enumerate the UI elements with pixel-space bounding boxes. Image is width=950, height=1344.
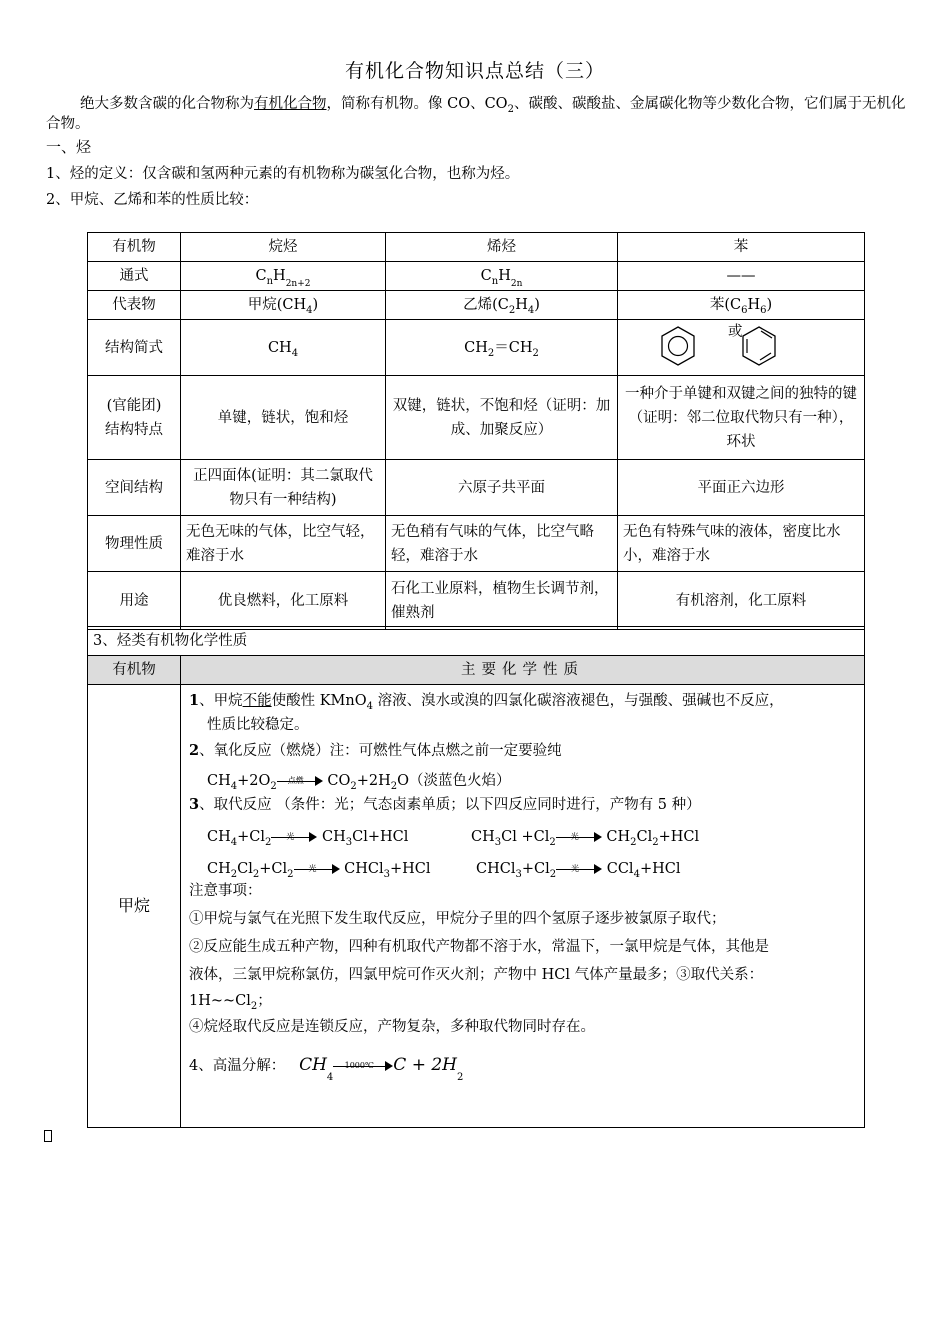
space-benzene: 平面正六边形 <box>618 460 865 516</box>
substitution-3 <box>207 857 431 881</box>
header-cell: 有机物 <box>88 233 181 262</box>
table-row <box>88 572 865 630</box>
prop-line-1 <box>189 689 784 713</box>
formula-sub: 2n <box>510 279 523 289</box>
text: 使酸性 KMnO <box>271 693 367 709</box>
t: CHCl <box>344 861 384 877</box>
space-alkane: 正四面体(证明：其二氯取代物只有一种结构) <box>181 460 386 516</box>
t: +2H <box>356 773 391 789</box>
note-4: ④烷烃取代反应是连锁反应，产物复杂，多种取代物同时存在。 <box>189 1019 595 1035</box>
combustion-equation <box>207 769 511 793</box>
sub: 4 <box>527 305 535 316</box>
text: H <box>515 297 528 313</box>
page-title: 有机化合物知识点总结（三） <box>344 60 605 82</box>
text: CH <box>267 339 292 356</box>
text: ) <box>534 297 540 313</box>
use-benzene: 有机溶剂，化工原料 <box>618 572 865 630</box>
t: CHCl <box>476 861 516 877</box>
header-cell: 有机物 <box>88 656 181 685</box>
reaction-arrow-icon <box>271 831 317 843</box>
s: 3 <box>494 837 502 848</box>
phys-benzene: 无色有特殊气味的液体，密度比水小，难溶于水 <box>618 516 865 572</box>
header-cell: 烷烃 <box>181 233 386 262</box>
t: CH <box>606 829 631 845</box>
s: 4 <box>326 1072 334 1083</box>
arrow-label: 光 <box>571 864 580 873</box>
t: 1H~~Cl <box>189 993 251 1009</box>
arrow-label: 光 <box>570 832 579 841</box>
note-2a: ②反应能生成五种产物，四种有机取代产物都不溶于水，常温下，一氯甲烷是气体，其他是 <box>189 939 769 955</box>
formula-alkene <box>386 262 618 291</box>
row-label: (官能团) 结构特点 <box>88 376 181 460</box>
row-label: 用途 <box>88 572 181 630</box>
s: 3 <box>383 869 390 880</box>
substitution-1 <box>207 825 408 849</box>
table-row <box>88 460 865 516</box>
struct-alkene <box>386 320 618 376</box>
use-alkene: 石化工业原料，植物生长调节剂，催熟剂 <box>386 572 618 630</box>
t: +Cl <box>521 861 550 877</box>
sub: 4 <box>366 701 373 712</box>
underlined-text: 不能 <box>242 693 272 709</box>
formula-benzene: —— <box>618 262 865 291</box>
prop-line-3 <box>189 793 701 817</box>
note-2c <box>189 989 272 1013</box>
func-benzene: 一种介于单键和双键之间的独特的键（证明：邻二位取代物只有一种），环状 <box>618 376 865 460</box>
s: 2 <box>230 869 238 880</box>
or-label: 或 <box>728 324 743 340</box>
decomposition-line <box>189 1053 464 1083</box>
table-row <box>88 656 865 685</box>
sub: 6 <box>760 305 767 316</box>
intro-sub: 2 <box>507 104 514 115</box>
s: 2 <box>270 781 277 792</box>
t: CCl <box>606 861 634 877</box>
t: CO <box>327 773 351 789</box>
t: +Cl <box>259 861 288 877</box>
formula-sub: n <box>266 276 274 287</box>
header-cell: 主要化学性质 <box>181 656 865 685</box>
rep-benzene <box>618 291 865 320</box>
table-row <box>88 320 865 376</box>
table-row <box>88 376 865 460</box>
t: CH <box>471 829 495 845</box>
note-2b: 液体，三氯甲烷称氯仿，四氯甲烷可作灭火剂；产物中 HCl 气体产量最多；③取代关系： <box>189 967 764 983</box>
t: Cl <box>636 829 653 845</box>
table-caption: 3、烃类有机物化学性质 <box>88 627 865 656</box>
arrow-label: 1000℃ <box>344 1061 374 1070</box>
num: 1 <box>189 692 200 709</box>
arrow-label: 光 <box>286 832 295 841</box>
formula-sub: n <box>491 276 499 287</box>
table-row <box>88 233 865 262</box>
text: ) <box>312 297 319 313</box>
s: 2 <box>250 1001 258 1012</box>
prop-line-1b: 性质比较稳定。 <box>207 717 309 733</box>
intro-text-2: ，简称有机物。像 CO、CO <box>326 96 508 112</box>
text: 甲烷(CH <box>247 297 307 313</box>
prop-line-2 <box>189 739 562 763</box>
t: CH <box>299 1055 327 1075</box>
sub: 6 <box>741 305 748 316</box>
row-label: 空间结构 <box>88 460 181 516</box>
sub: 4 <box>306 305 313 316</box>
comparison-table <box>87 232 865 630</box>
intro-text-1: 绝大多数含碳的化合物称为 <box>80 96 254 112</box>
t: +HCl <box>389 861 431 877</box>
formula-part: C <box>255 268 267 284</box>
properties-cell <box>181 685 865 1128</box>
text: 溶液、溴水或溴的四氯化碳溶液褪色，与强酸、强碱也不反应， <box>372 693 784 709</box>
t: CH <box>207 861 231 877</box>
text: CH <box>464 339 488 356</box>
intro-paragraph <box>46 94 908 134</box>
table-row <box>88 685 865 1128</box>
text: ＝CH <box>494 339 533 356</box>
t: O（淡蓝色火焰） <box>397 773 511 789</box>
use-alkane: 优良燃料，化工原料 <box>181 572 386 630</box>
reaction-arrow-icon <box>333 1060 393 1072</box>
t: CH <box>322 829 346 845</box>
intro-text-3: 、碳酸、碳酸盐、金属碳化物等少数化合物，它们属于无机化合物。 <box>46 96 906 132</box>
row-label: 甲烷 <box>88 685 181 1128</box>
struct-benzene <box>618 320 865 376</box>
formula-sub: 2n+2 <box>285 279 311 289</box>
s: 2 <box>630 837 637 848</box>
rep-alkene <box>386 291 618 320</box>
text-cursor-icon <box>44 1130 52 1142</box>
section-heading-1: 一、烃 <box>46 138 92 156</box>
t: Cl <box>237 861 253 877</box>
text: 、取代反应 （条件：光；气态卤素单质；以下四反应同时进行，产物有 5 种） <box>199 797 701 813</box>
t: CH <box>207 773 231 789</box>
t: CH <box>207 829 231 845</box>
s: 2 <box>652 837 659 848</box>
table-row <box>88 262 865 291</box>
s: 2 <box>549 869 557 880</box>
arrow-label: 光 <box>308 864 317 873</box>
t: +HCl <box>658 829 700 845</box>
struct-alkane <box>181 320 386 376</box>
header-cell: 烯烃 <box>386 233 618 262</box>
text: H <box>747 297 761 313</box>
sub: 4 <box>291 347 299 359</box>
s: 4 <box>230 781 238 792</box>
substitution-4 <box>476 857 680 881</box>
s: 2 <box>549 837 556 848</box>
table-row <box>88 516 865 572</box>
row-label: 代表物 <box>88 291 181 320</box>
t: C + 2H <box>393 1055 457 1075</box>
s: 2 <box>265 837 272 848</box>
sub: 2 <box>508 305 516 316</box>
formula-alkane <box>181 262 386 291</box>
s: 3 <box>515 869 522 880</box>
s: 3 <box>345 837 353 848</box>
text: 乙烯(C <box>463 297 509 313</box>
reaction-arrow-icon <box>277 775 323 787</box>
s: 2 <box>350 781 357 792</box>
sub: 2 <box>487 347 495 359</box>
chemistry-table <box>87 626 865 1128</box>
row-label: 结构简式 <box>88 320 181 376</box>
s: 2 <box>252 869 260 880</box>
num: 3 <box>189 796 200 813</box>
s: 2 <box>287 869 294 880</box>
intro-underlined-term: 有机化合物 <box>254 96 327 112</box>
t: +2O <box>237 773 271 789</box>
num: 2 <box>189 742 200 759</box>
row-label: 物理性质 <box>88 516 181 572</box>
func-alkene: 双键，链状，不饱和烃（证明：加成、加聚反应） <box>386 376 618 460</box>
reaction-arrow-icon <box>294 863 340 875</box>
comparison-heading: 2、甲烷、乙烯和苯的性质比较： <box>46 192 259 208</box>
t: +HCl <box>639 861 681 877</box>
substitution-2 <box>471 825 699 849</box>
reaction-arrow-icon <box>556 863 602 875</box>
t: Cl+HCl <box>352 829 409 845</box>
space-alkene: 六原子共平面 <box>386 460 618 516</box>
phys-alkane: 无色无味的气体，比空气轻，难溶于水 <box>181 516 386 572</box>
reaction-arrow-icon <box>556 831 602 843</box>
header-cell: 苯 <box>618 233 865 262</box>
text: 、甲烷 <box>199 693 243 709</box>
s: 4 <box>230 837 238 848</box>
formula-part: H <box>273 268 286 284</box>
table-row <box>88 627 865 656</box>
s: 2 <box>390 781 398 792</box>
t: +Cl <box>237 829 266 845</box>
t: ； <box>257 993 272 1009</box>
t: Cl +Cl <box>501 829 550 845</box>
arrow-label: 点燃 <box>287 776 304 785</box>
row-label: 通式 <box>88 262 181 291</box>
formula-part: C <box>480 268 492 284</box>
phys-alkene: 无色稍有气味的气体，比空气略轻，难溶于水 <box>386 516 618 572</box>
sub: 2 <box>532 347 539 359</box>
text: 、氧化反应（燃烧）注：可燃性气体点燃之前一定要验纯 <box>199 743 562 759</box>
note-heading: 注意事项： <box>189 883 262 899</box>
t: 4、高温分解： <box>189 1058 286 1074</box>
text: ) <box>766 297 773 313</box>
note-1: ①甲烷与氯气在光照下发生取代反应，甲烷分子里的四个氢原子逐步被氯原子取代； <box>189 911 726 927</box>
func-alkane: 单键，链状，饱和烃 <box>181 376 386 460</box>
rep-alkane <box>181 291 386 320</box>
definition-line: 1、烃的定义：仅含碳和氢两种元素的有机物称为碳氢化合物，也称为烃。 <box>46 166 520 182</box>
s: 4 <box>633 869 640 880</box>
s: 2 <box>456 1072 464 1083</box>
table-row <box>88 291 865 320</box>
text: 苯(C <box>709 297 742 313</box>
formula-part: H <box>498 268 511 284</box>
